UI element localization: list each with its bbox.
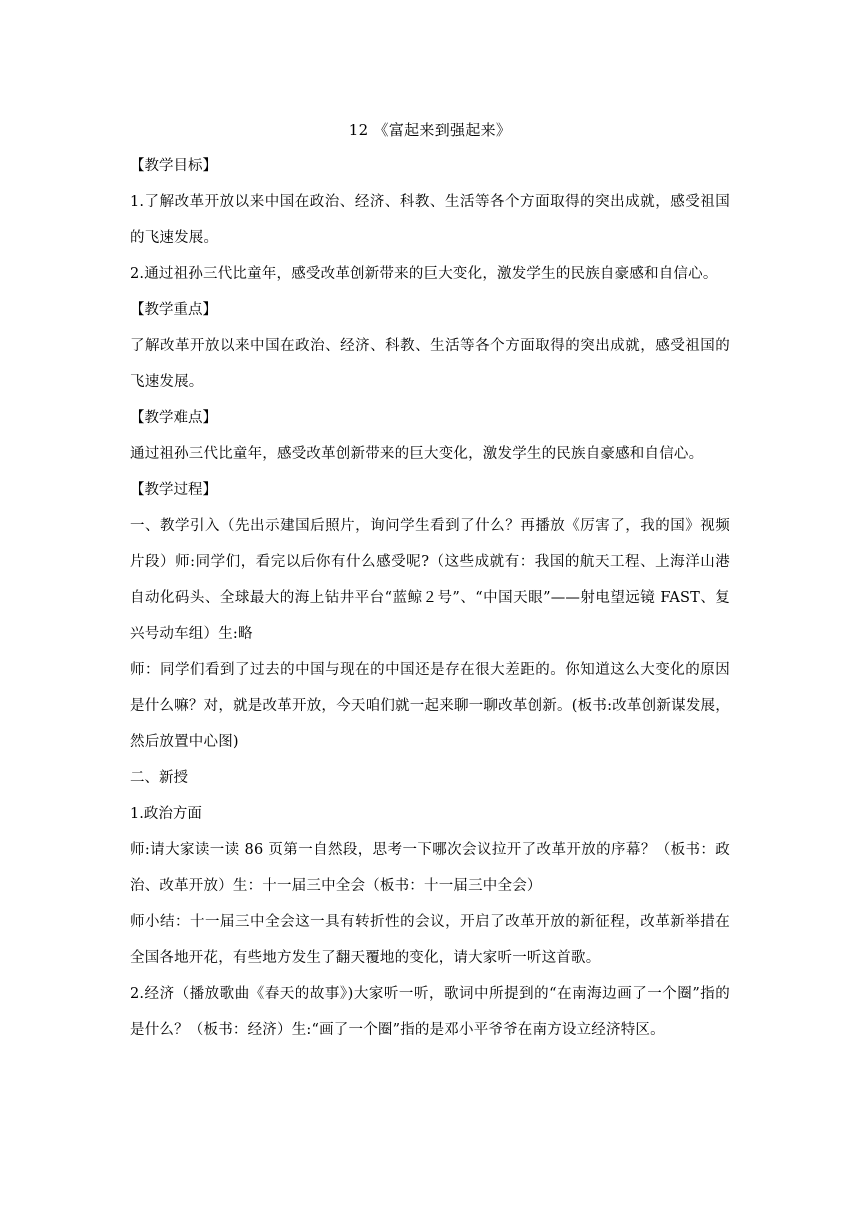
objective-1: 1.了解改革开放以来中国在政治、经济、科教、生活等各个方面取得的突出成就，感受祖国的飞速发展。	[130, 194, 730, 246]
process-intro: 一、教学引入（先出示建国后照片，询问学生看到了什么？再播放《厉害了，我的国》视频片段）师:同学们，看完以后你有什么感受呢?（这些成就有：我国的航天工程、上海洋山港自动化码头、全球最大的海上钻井平台“蓝鲸２号”、“中国天眼”——射电望远镜 FAST、复兴号动车组）生:略	[130, 518, 730, 642]
section-new-lesson: 二、新授	[130, 770, 188, 786]
subsection-politics: 1.政治方面	[130, 806, 202, 822]
heading-key-points: 【教学重点】	[130, 302, 217, 318]
document-title: 12 《富起来到强起来》	[348, 121, 512, 139]
document-page	[130, 112, 730, 1048]
heading-process: 【教学过程】	[130, 482, 217, 498]
heading-objectives: 【教学目标】	[130, 158, 217, 174]
politics-question: 师:请大家读一读 86 页第一自然段，思考一下哪次会议拉开了改革开放的序幕？（板书：政治、改革开放）生：十一届三中全会（板书：十一届三中全会）	[130, 842, 730, 894]
economy-text: 2.经济（播放歌曲《春天的故事》)大家听一听，歌词中所提到的“在南海边画了一个圈”指的是什么？（板书：经济）生:“画了一个圈”指的是邓小平爷爷在南方设立经济特区。	[130, 986, 730, 1038]
document-body	[130, 148, 730, 1048]
process-teacher-1: 师：同学们看到了过去的中国与现在的中国还是存在很大差距的。你知道这么大变化的原因是什么嘛？对，就是改革开放，今天咱们就一起来聊一聊改革创新。(板书:改革创新谋发展，然后放置中心图)	[130, 662, 730, 750]
key-point-text: 了解改革开放以来中国在政治、经济、科教、生活等各个方面取得的突出成就，感受祖国的飞速发展。	[130, 338, 730, 390]
heading-difficulties: 【教学难点】	[130, 410, 217, 426]
politics-summary: 师小结：十一届三中全会这一具有转折性的会议，开启了改革开放的新征程，改革新举措在全国各地开花，有些地方发生了翻天覆地的变化，请大家听一听这首歌。	[130, 914, 730, 966]
objective-2: 2.通过祖孙三代比童年，感受改革创新带来的巨大变化，激发学生的民族自豪感和自信心。	[130, 266, 718, 282]
difficulty-text: 通过祖孙三代比童年，感受改革创新带来的巨大变化，激发学生的民族自豪感和自信心。	[130, 446, 704, 462]
